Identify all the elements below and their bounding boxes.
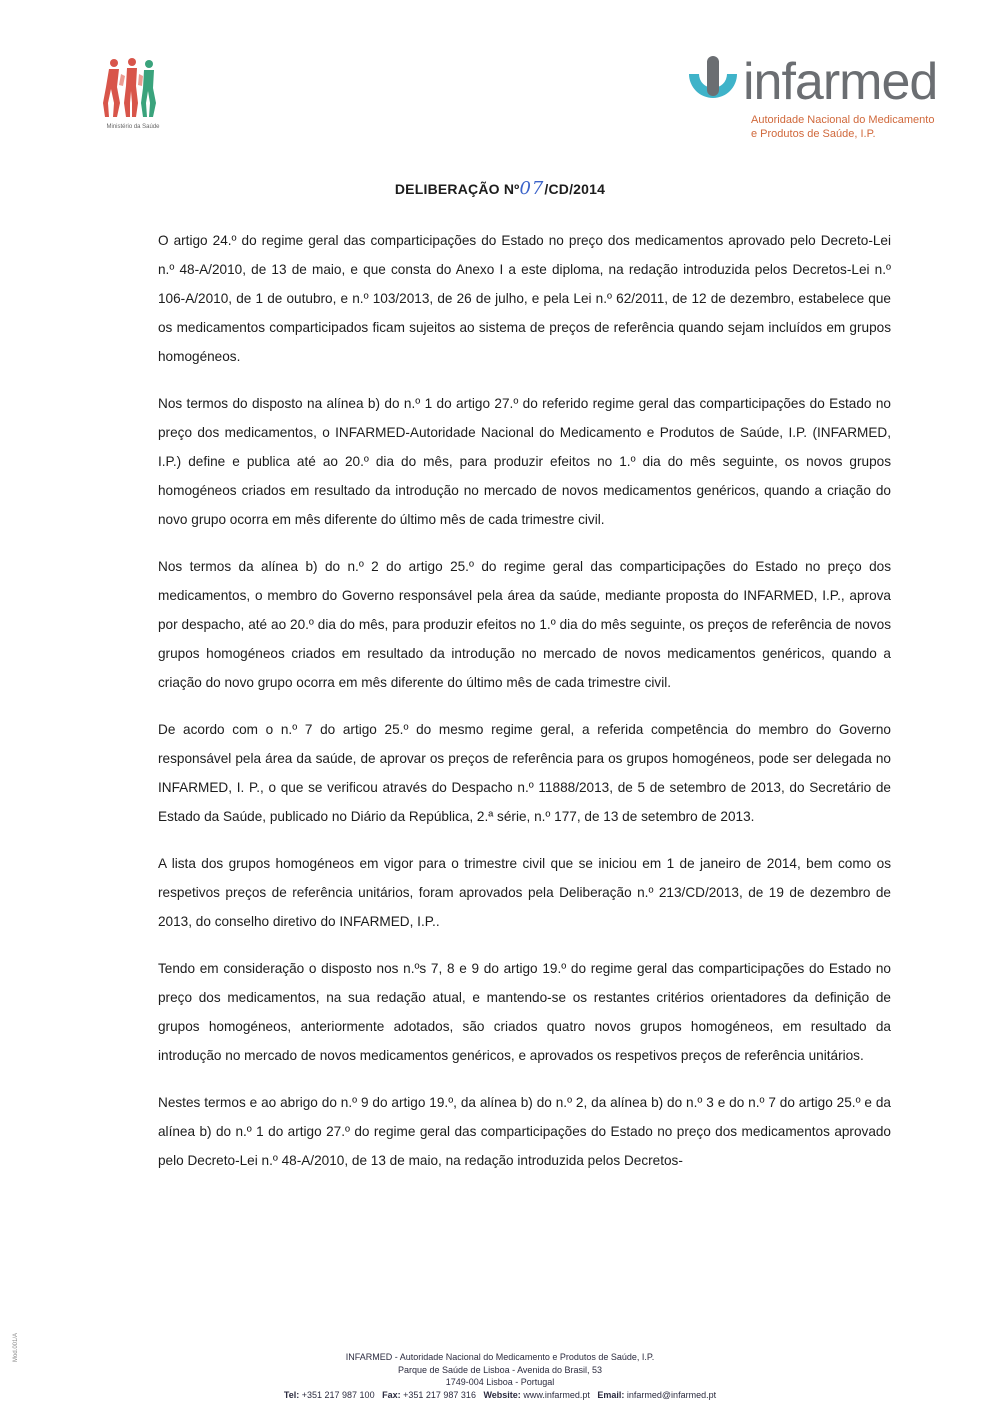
brand-subtitle-line1: Autoridade Nacional do Medicamento	[751, 114, 935, 126]
brand-subtitle	[751, 113, 934, 141]
brand-name: infarmed	[743, 53, 938, 111]
fax-value: +351 217 987 316	[403, 1389, 476, 1400]
paragraph-4: De acordo com o n.º 7 do artigo 25.º do mesmo regime geral, a referida competência do membro do Governo responsável pela área da saúde, de aprovar os preços de referência para os grupos homogéneos, pode ser delegada no INFARMED, I. P., o que se verificou através do Despacho n.º 11888/2013, de 5 de setembro de 2013, do Secretário de Estado da Saúde, publicado no Diário da República, 2.ª série, n.º 177, de 13 de setembro de 2013.	[158, 722, 891, 824]
ministry-caption: Ministério da Saúde	[106, 124, 160, 130]
tel-label: Tel:	[283, 1389, 300, 1400]
brand-subtitle-line2: e Produtos de Saúde, I.P.	[751, 128, 876, 140]
footer-contacts	[0, 1389, 1000, 1402]
form-code: Mod.001/A	[13, 1332, 19, 1362]
paragraph-3: Nos termos da alínea b) do n.º 2 do artigo 25.º do regime geral das comparticipações do Estado no preço dos medicamentos, o membro do Governo responsável pela área da saúde, mediante proposta do INFARMED, I.P., aprova por despacho, até ao 20.º dia do mês, para produzir efeitos no 1.º dia do mês seguinte, os preços de referência de novos grupos homogéneos criados em resultado da introdução no mercado de novos medicamentos genéricos, quando a criação do novo grupo ocorra em mês diferente do último mês de cada trimestre civil.	[158, 559, 891, 690]
footer-address: Parque de Saúde de Lisboa - Avenida do Brasil, 53	[398, 1364, 602, 1375]
paragraph-1: O artigo 24.º do regime geral das comparticipações do Estado no preço dos medicamentos aprovado pelo Decreto-Lei n.º 48-A/2010, de 13 de maio, e que consta do Anexo I a este diploma, na redação introduzida pelos Decretos-Lei n.º 106-A/2010, de 1 de outubro, e n.º 103/2013, de 26 de julho, e pela Lei n.º 62/2011, de 12 de dezembro, estabelece que os medicamentos comparticipados ficam sujeitos ao sistema de preços de referência quando sejam incluídos em grupos homogéneos.	[158, 233, 891, 364]
footer-org-name: INFARMED - Autoridade Nacional do Medicamento e Produtos de Saúde, I.P.	[345, 1352, 655, 1362]
handwritten-number: 07	[519, 178, 545, 199]
footer-city: 1749-004 Lisboa - Portugal	[445, 1377, 555, 1387]
website-label: Website:	[483, 1389, 521, 1400]
ministry-of-health-logo	[96, 54, 168, 134]
paragraph-6: Tendo em consideração o disposto nos n.ºs 7, 8 e 9 do artigo 19.º do regime geral das comparticipações do Estado no preço dos medicamentos, na sua redação atual, e mantendo-se os restantes critérios orientadores da definição de grupos homogéneos, anteriormente adotados, são criados quatro novos grupos homogéneos, em resultado da introdução no mercado de novos medicamentos genéricos, e aprovados os respetivos preços de referência unitários.	[158, 961, 891, 1063]
tel-value: +351 217 987 100	[301, 1389, 375, 1400]
fax-label: Fax:	[382, 1389, 401, 1400]
website-link[interactable]: www.infarmed.pt	[523, 1389, 590, 1400]
paragraph-5: A lista dos grupos homogéneos em vigor para o trimestre civil que se iniciou em 1 de janeiro de 2014, bem como os respetivos preços de referência unitários, foram aprovados pela Deliberação n.º 213/CD/2013, de 19 de dezembro de 2013, do conselho diretivo do INFARMED, I.P..	[158, 856, 891, 929]
infarmed-logo	[683, 52, 953, 147]
page-footer	[0, 1351, 1000, 1401]
document-body	[158, 226, 891, 1193]
document-title	[0, 178, 1000, 199]
email-link[interactable]: infarmed@infarmed.pt	[626, 1389, 717, 1400]
paragraph-7: Nestes termos e ao abrigo do n.º 9 do artigo 19.º, da alínea b) do n.º 2, da alínea b) do n.º 3 e do n.º 7 do artigo 25.º e da alínea b) do n.º 1 do artigo 27.º do regime geral das comparticipações do Estado no preço dos medicamentos aprovado pelo Decreto-Lei n.º 48-A/2010, de 13 de maio, na redação introduzida pelos Decretos-	[158, 1095, 891, 1168]
title-prefix: DELIBERAÇÃO Nº	[394, 181, 520, 197]
title-suffix: /CD/2014	[544, 181, 606, 197]
paragraph-2: Nos termos do disposto na alínea b) do n.º 1 do artigo 27.º do referido regime geral das comparticipações do Estado no preço dos medicamentos, o INFARMED-Autoridade Nacional do Medicamento e Produtos de Saúde, I.P. (INFARMED, I.P.) define e publica até ao 20.º dia do mês, para produzir efeitos no 1.º dia do mês seguinte, os novos grupos homogéneos criados em resultado da introdução no mercado de novos medicamentos genéricos, quando a criação do novo grupo ocorra em mês diferente do último mês de cada trimestre civil.	[158, 396, 891, 527]
infarmed-emblem-icon	[683, 56, 743, 118]
email-label: Email:	[597, 1389, 625, 1400]
